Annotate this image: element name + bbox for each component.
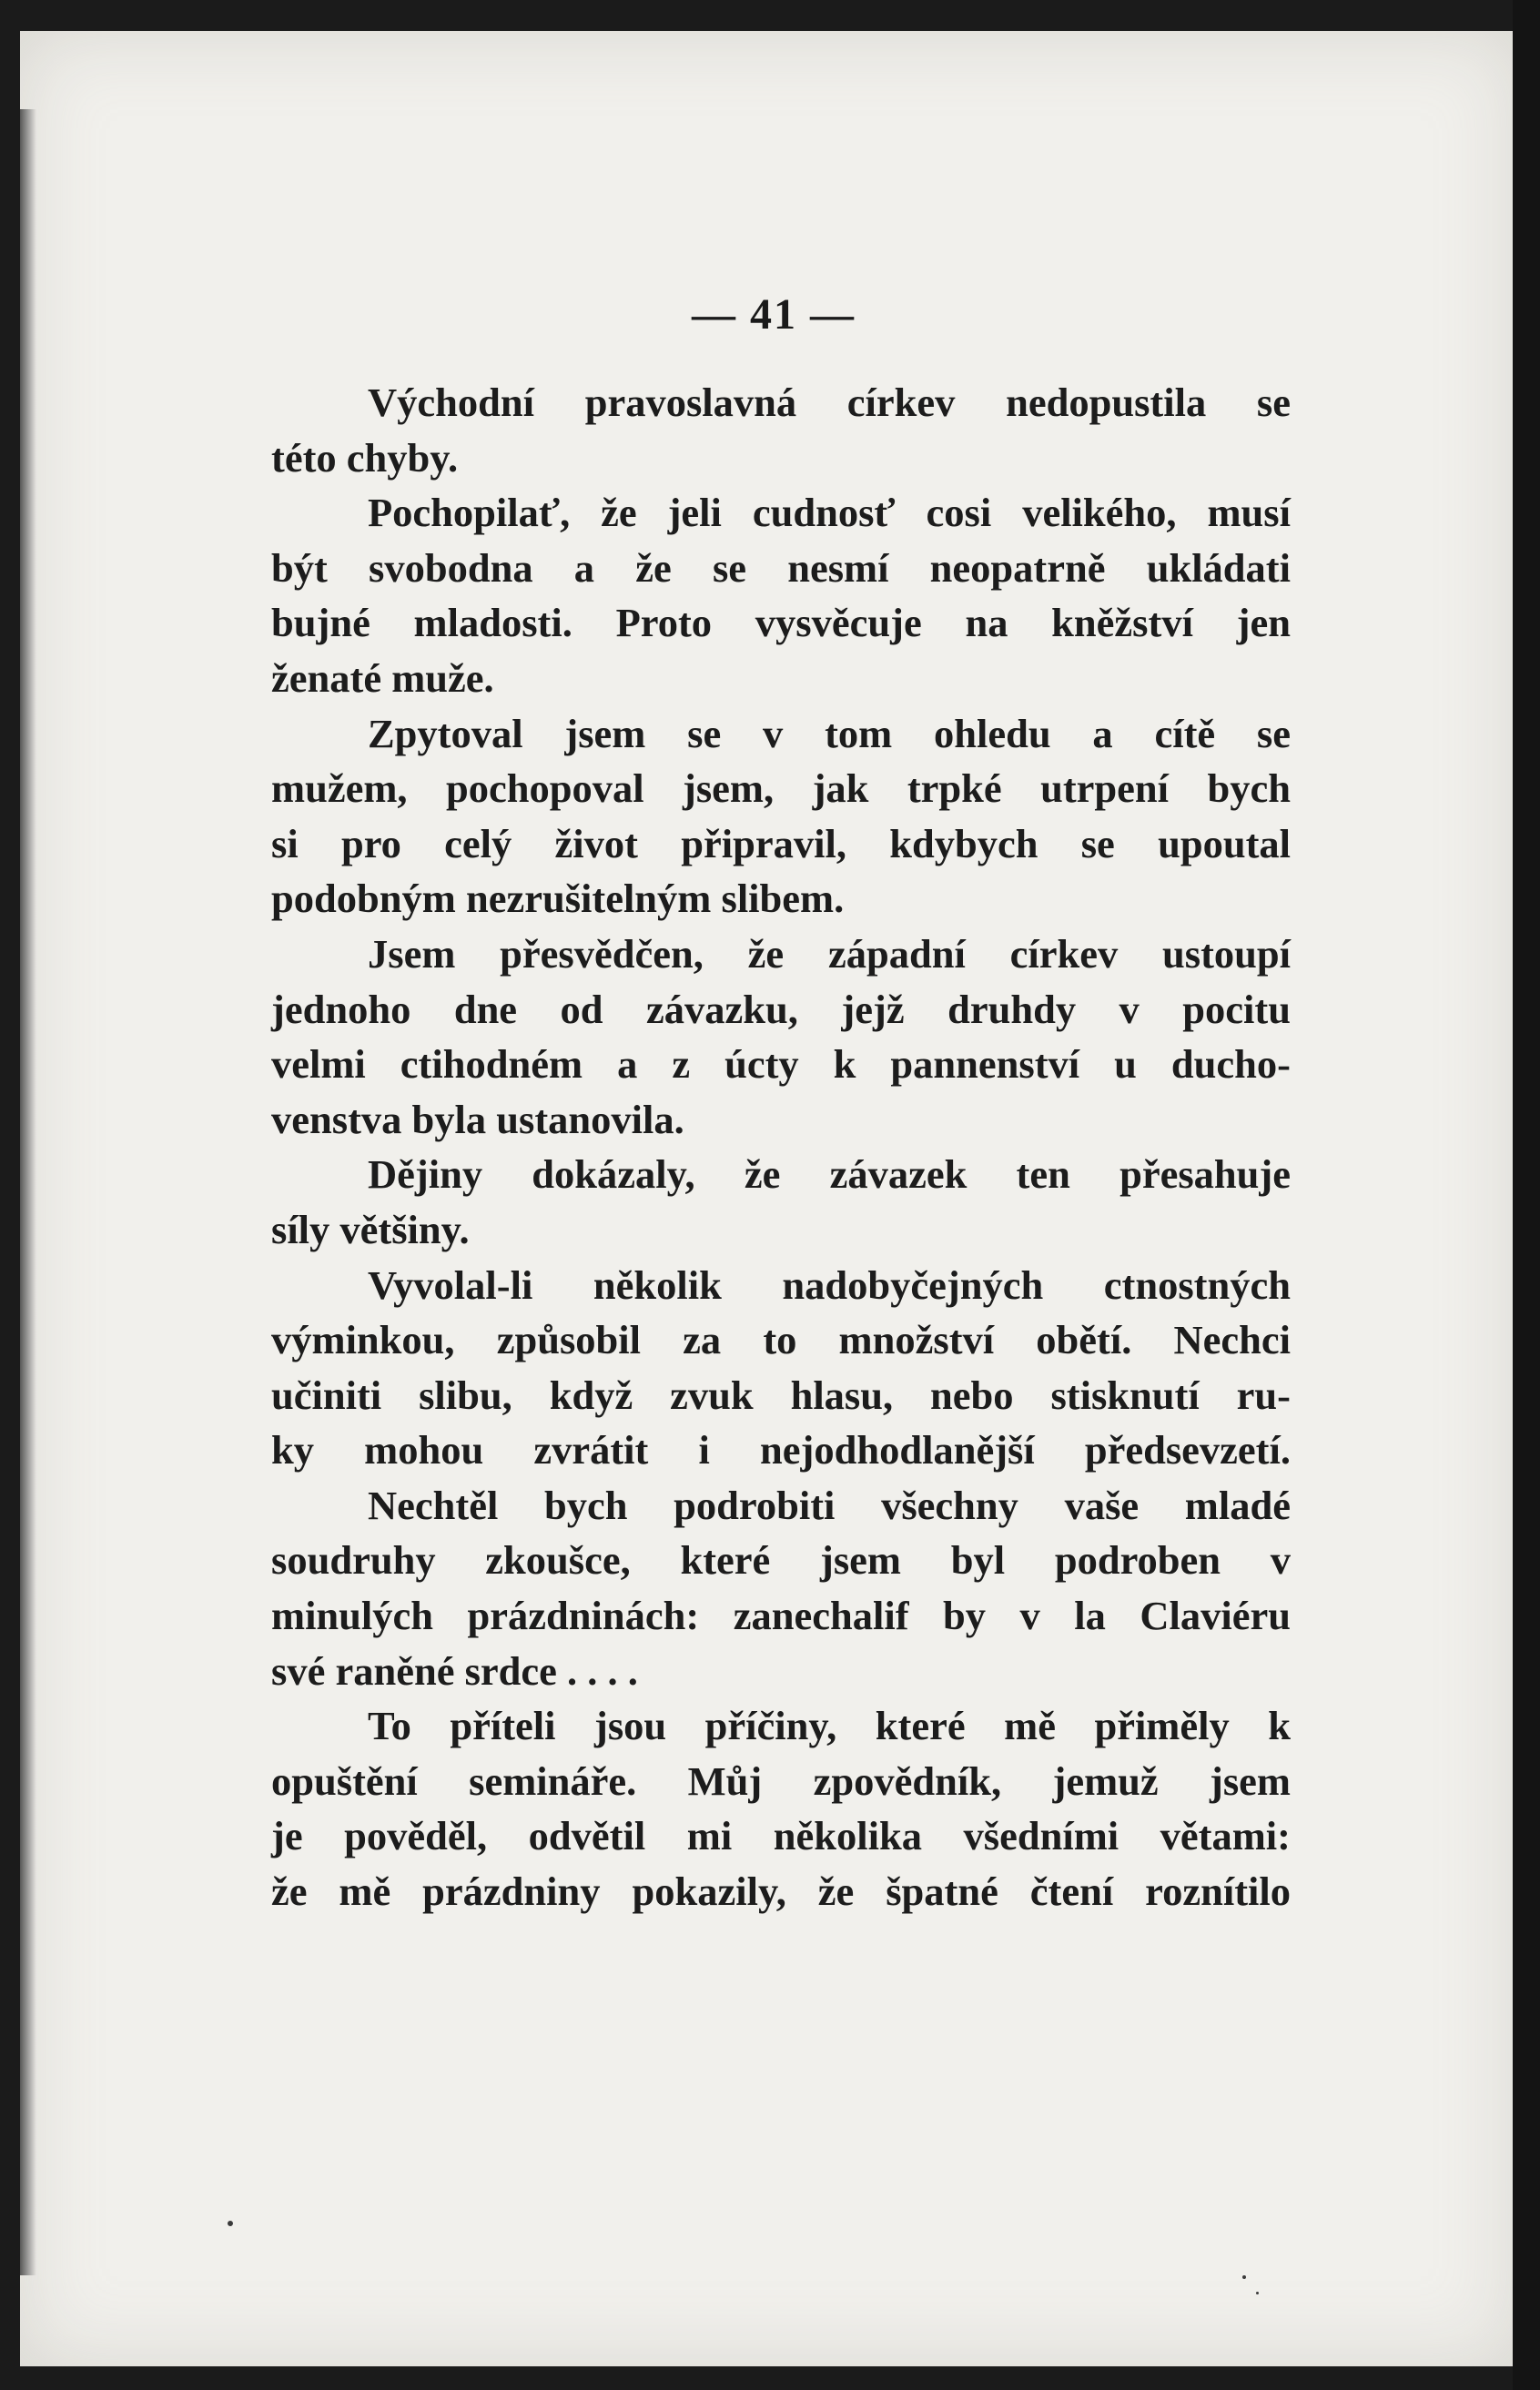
text-line: Dějiny dokázaly, že závazek ten přesahuje — [368, 1151, 1291, 1198]
text-line: To příteli jsou příčiny, které mě přiměly k — [368, 1703, 1291, 1749]
text-line: Nechtěl bych podrobiti všechny vaše mladé — [368, 1482, 1291, 1528]
text-line: výminkou, způsobil za to množství obětí. Nechci — [271, 1317, 1291, 1363]
paper-speck — [1256, 2292, 1259, 2294]
page-number-text: — 41 — — [692, 290, 856, 339]
text-line: je pověděl, odvětil mi několika všedními větami: — [271, 1813, 1291, 1859]
text-line: Pochopilať, že jeli cudnosť cosi velikého, musí — [368, 490, 1291, 536]
text-line: být svobodna a že se nesmí neopatrně ukládati — [271, 544, 1291, 591]
text-line: velmi ctihodném a z úcty k pannenství u ducho- — [271, 1041, 1291, 1088]
text-line: síly většiny. — [271, 1206, 470, 1252]
text-line: že mě prázdniny pokazily, že špatné čtení roznítilo — [271, 1868, 1291, 1915]
scan-right-edge — [1513, 0, 1540, 2390]
body-text — [271, 375, 1291, 1919]
text-line: opuštění semináře. Můj zpovědník, jemuž jsem — [271, 1757, 1291, 1804]
text-line: ky mohou zvrátit i nejodhodlanější předsevzetí. — [271, 1427, 1291, 1473]
text-line: jednoho dne od závazku, jejž druhdy v pocitu — [271, 986, 1291, 1032]
text-line: ženaté muže. — [271, 654, 494, 701]
text-line: minulých prázdninách: zanechalif by v la Claviéru — [271, 1593, 1291, 1639]
text-line: mužem, pochopoval jsem, jak trpké utrpení bych — [271, 765, 1291, 812]
text-line: Zpytoval jsem se v tom ohledu a cítě se — [368, 710, 1291, 756]
text-line: soudruhy zkoušce, které jsem byl podroben v — [271, 1537, 1291, 1584]
page-number — [0, 289, 1540, 339]
text-line: své raněné srdce . . . . — [271, 1647, 638, 1694]
text-line: podobným nezrušitelným slibem. — [271, 876, 845, 922]
text-line: Vyvolal-li několik nadobyčejných ctnostných — [368, 1261, 1291, 1308]
text-line: bujné mladosti. Proto vysvěcuje na kněžství jen — [271, 600, 1291, 646]
text-line: venstva byla ustanovila. — [271, 1096, 684, 1142]
text-line: učiniti slibu, když zvuk hlasu, nebo stisknutí ru- — [271, 1372, 1291, 1418]
paper-speck — [1242, 2275, 1246, 2279]
text-line: Východní pravoslavná církev nedopustila se — [368, 380, 1291, 425]
text-line: této chyby. — [271, 434, 459, 481]
text-line: Jsem přesvědčen, že západní církev ustoupí — [368, 930, 1291, 977]
binding-gutter-shadow — [20, 109, 36, 2275]
text-line: si pro celý život připravil, kdybych se upoutal — [271, 820, 1291, 866]
paper-speck — [228, 2221, 233, 2226]
